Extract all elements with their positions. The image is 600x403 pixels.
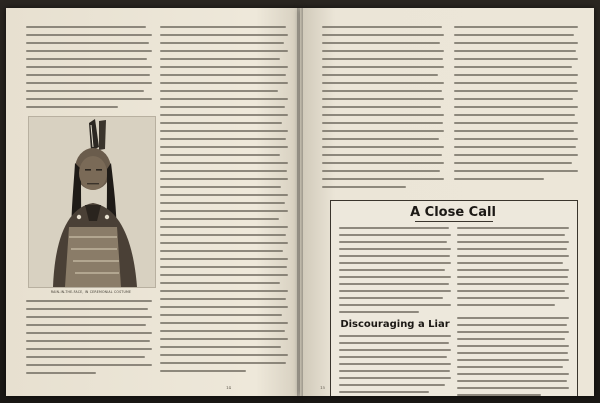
left-page <box>6 8 300 396</box>
article-title-discouraging-a-liar: Discouraging a Liar <box>340 319 450 330</box>
right-page-right-column-text <box>454 26 578 191</box>
left-page-right-column-text <box>160 26 288 382</box>
book-gutter <box>297 8 303 396</box>
right-page-left-column-text <box>322 26 444 191</box>
left-column-bottom-text <box>26 300 152 380</box>
portrait-photo <box>28 116 156 288</box>
right-page <box>300 8 594 396</box>
title-underline <box>415 221 493 222</box>
left-column-top-text <box>26 26 152 112</box>
portrait-illustration <box>29 117 155 287</box>
right-page-number: 15 <box>320 385 326 390</box>
photo-caption: RAIN-IN-THE-FACE, IN CEREMONIAL COSTUME <box>50 290 132 294</box>
left-page-number: 14 <box>226 385 232 390</box>
boxed-articles-panel <box>330 200 578 396</box>
article-title-a-close-call: A Close Call <box>410 205 496 220</box>
